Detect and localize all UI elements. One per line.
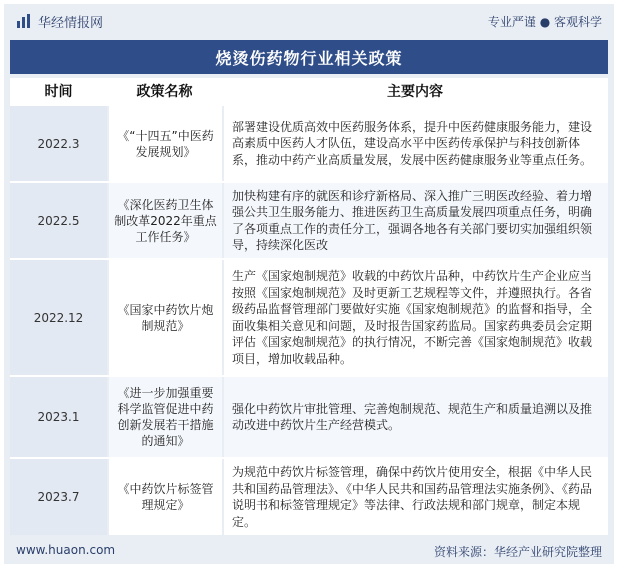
table-row	[10, 104, 608, 181]
row-date: 2022.3	[10, 106, 107, 181]
top-bar	[4, 4, 614, 38]
page-title: 烧烫伤药物行业相关政策	[10, 40, 608, 74]
footer	[4, 536, 614, 564]
row-content: 为规范中药饮片标签管理，确保中药饮片使用安全，根据《中华人民共和国药品管理法》、《中华人民共和国药品管理法实施条例》、《药品说明书和标签管理规定》等法律、行政法规和部门规章，制定本规定。	[222, 459, 608, 535]
table-row	[10, 375, 608, 457]
website-link[interactable]: www.huaon.com	[16, 543, 116, 557]
row-date: 2023.1	[10, 377, 107, 457]
row-date: 2022.12	[10, 260, 107, 375]
row-date: 2022.5	[10, 183, 107, 258]
header-policy-name: 政策名称	[136, 84, 193, 100]
row-content: 加快构建有序的就医和诊疗新格局、深入推广三明医改经验、着力增强公共卫生服务能力、推进医药卫生高质量发展四项重点任务，明确了各项重点工作的责任分工，强调各地各有关部门要切实加强组织领导，持续深化医改	[222, 183, 608, 258]
slogan: 专业严谨 ● 客观科学	[487, 15, 602, 29]
row-policy-name: 《国家中药饮片炮制规范》	[107, 260, 222, 375]
brand[interactable]	[16, 12, 103, 30]
row-policy-name: 《“十四五”中医药发展规划》	[107, 106, 222, 181]
brand-name: 华经情报网	[38, 15, 104, 31]
header-date: 时间	[44, 84, 73, 100]
table-header	[10, 78, 608, 104]
table-row	[10, 258, 608, 375]
row-content: 生产《国家炮制规范》收载的中药饮片品种，中药饮片生产企业应当按照《国家炮制规范》及时更新工艺规程等文件，并遵照执行。各省级药品监督管理部门要做好实施《国家炮制规范》的监督和指导，全面收集相关意见和问题，及时报告国家药监局。国家药典委员会定期评估《国家炮制规范》的执行情况，不断完善《国家炮制规范》收载项目，增加收载品种。	[222, 260, 608, 375]
policy-table	[10, 78, 608, 535]
table-row	[10, 457, 608, 535]
data-source: 资料来源：华经产业研究院整理	[433, 545, 602, 559]
header-content: 主要内容	[387, 84, 443, 100]
bar-chart-icon	[16, 13, 32, 29]
row-content: 强化中药饮片审批管理、完善炮制规范、规范生产和质量追溯以及推动改进中药饮片生产经营模式。	[222, 377, 608, 457]
row-date: 2023.7	[10, 459, 107, 535]
row-policy-name: 《中药饮片标签管理规定》	[107, 459, 222, 535]
row-content: 部署建设优质高效中医药服务体系，提升中医药健康服务能力，建设高素质中医药人才队伍，建设高水平中医药传承保护与科技创新体系，推动中药产业高质量发展，发展中医药健康服务业等重点任务。	[222, 106, 608, 181]
row-policy-name: 《深化医药卫生体制改革2022年重点工作任务》	[107, 183, 222, 258]
infographic-frame	[4, 4, 614, 564]
table-row	[10, 181, 608, 258]
row-policy-name: 《进一步加强重要科学监管促进中药创新发展若干措施的通知》	[107, 377, 222, 457]
